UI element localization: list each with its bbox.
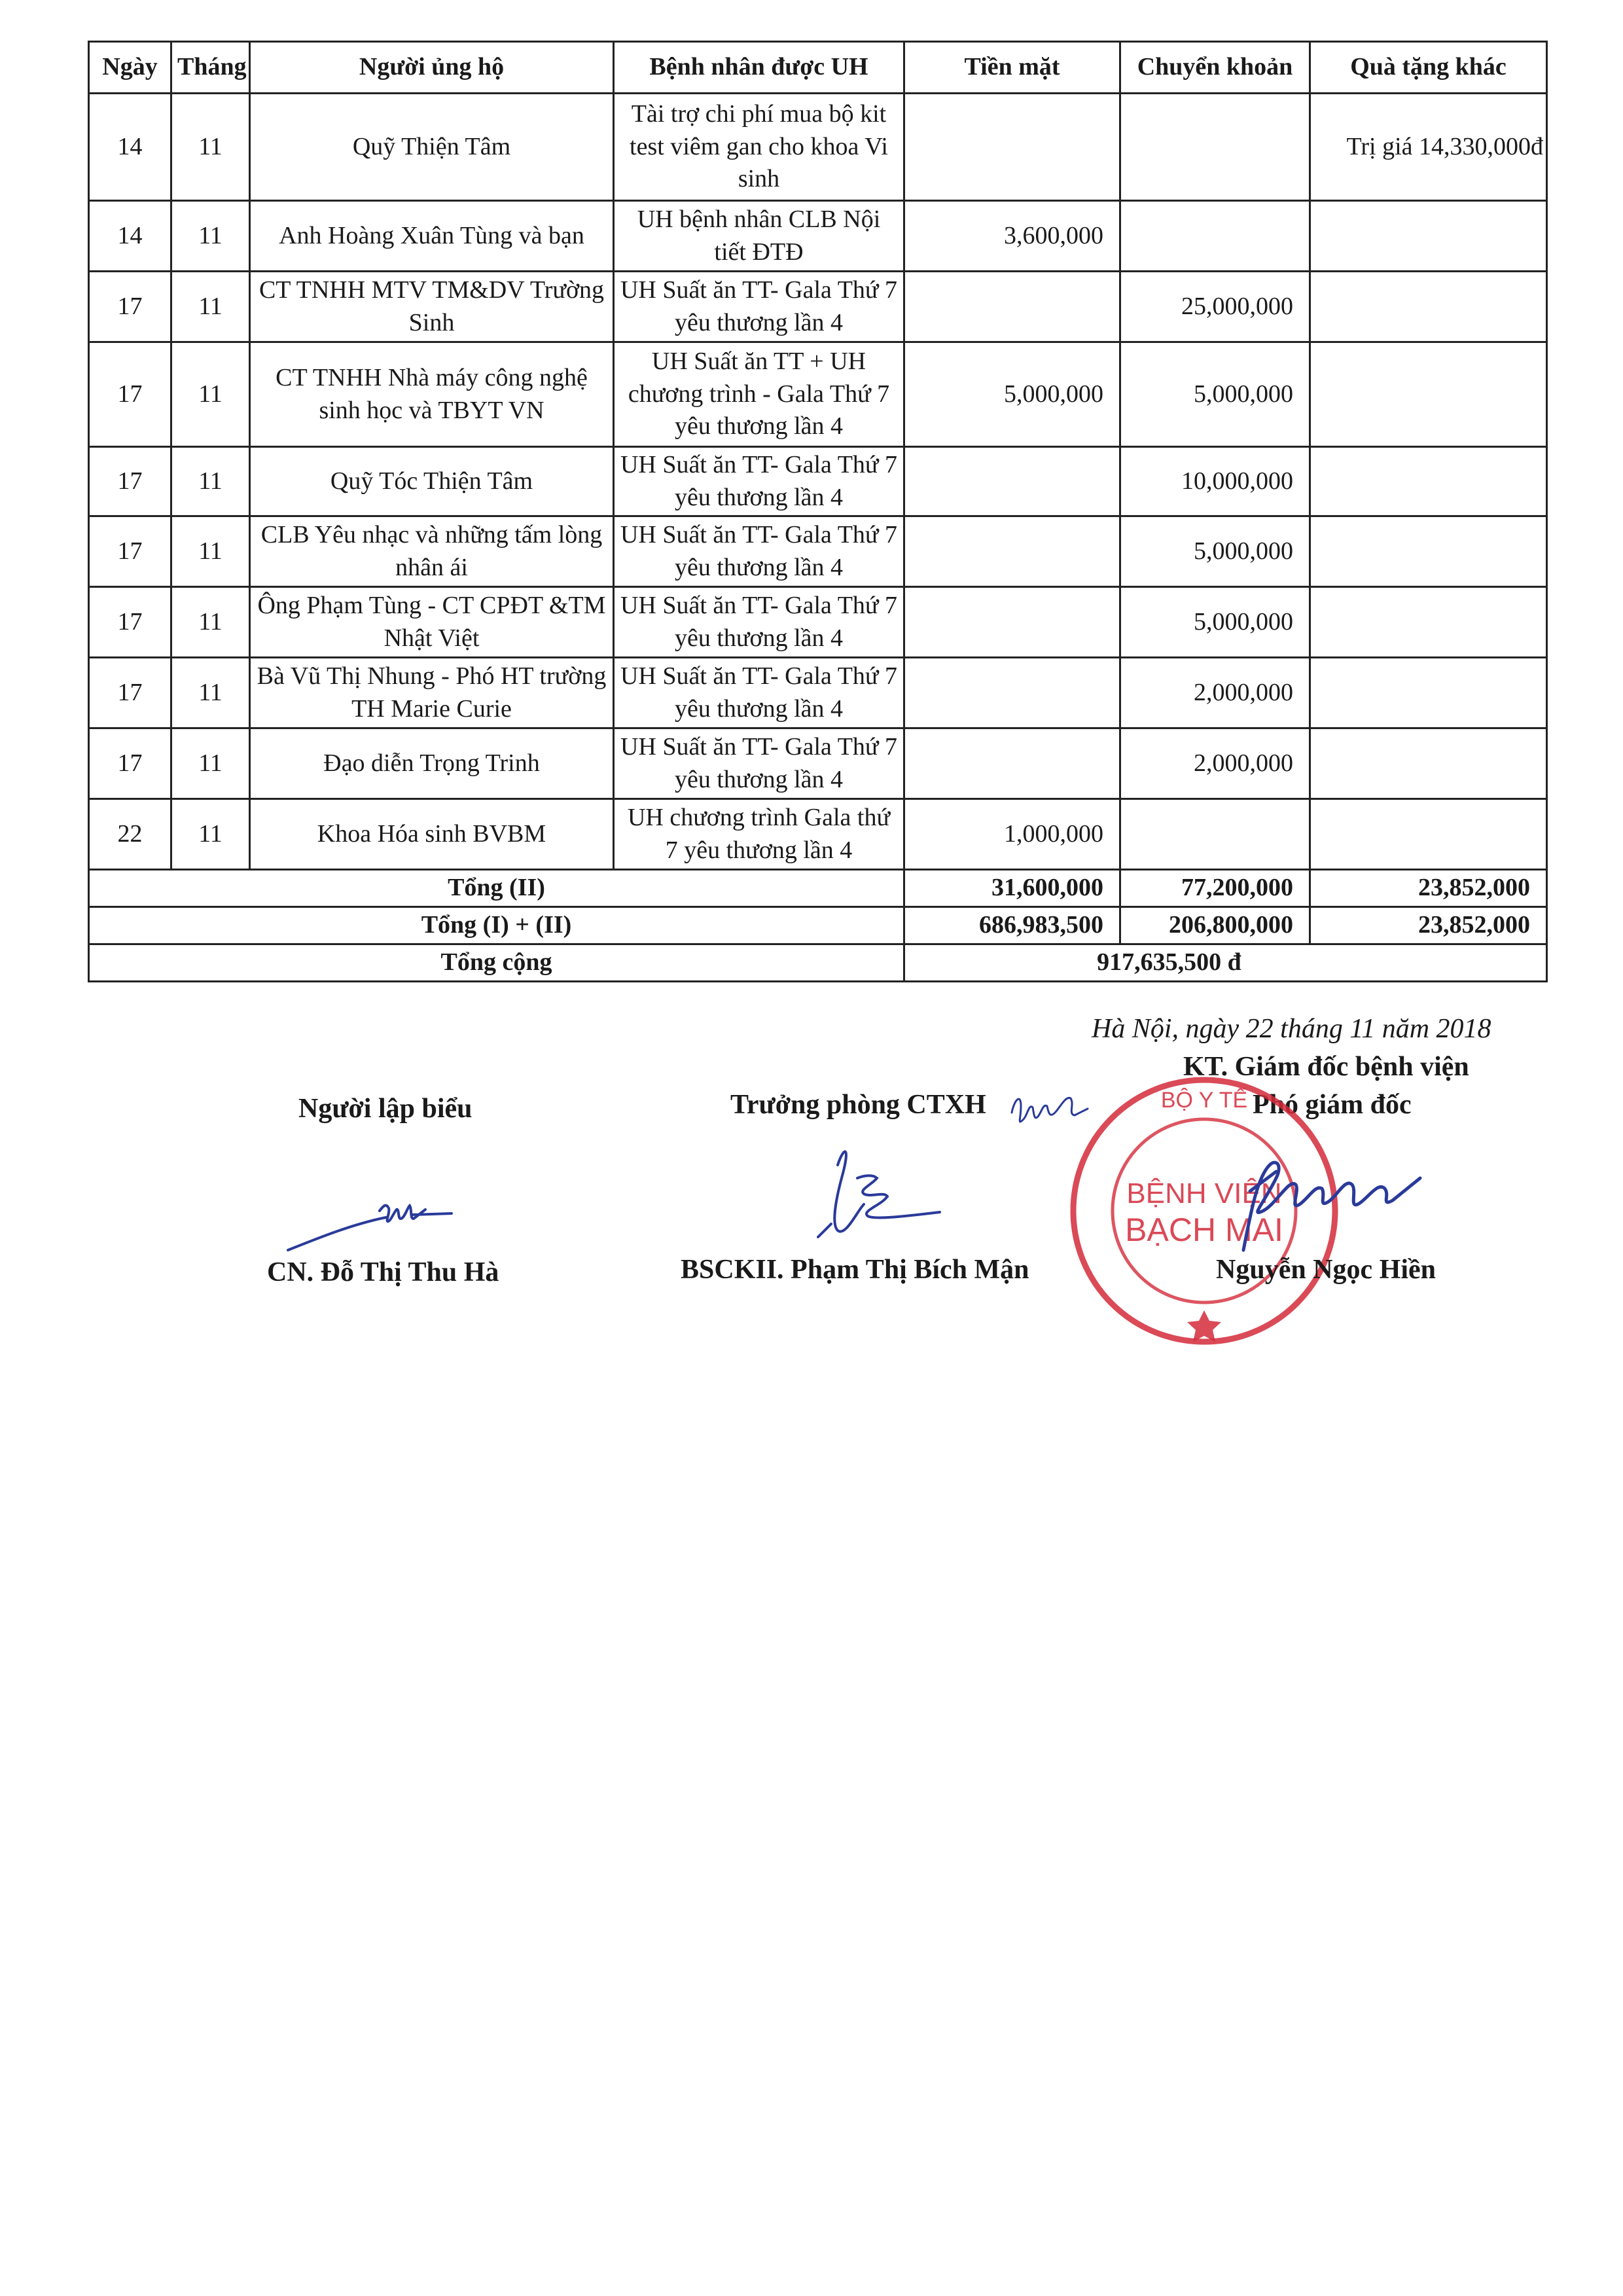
table-row	[89, 587, 1547, 658]
total-i-ii-label: Tổng (I) + (II)	[89, 907, 904, 944]
cell-donor: Quỹ Tóc Thiện Tâm	[250, 447, 614, 516]
stamp-ring-text: BỘ Y TẾ	[1160, 1088, 1248, 1113]
cell-donor: Đạo diễn Trọng Trinh	[250, 728, 614, 799]
table-row	[89, 658, 1547, 728]
left-title: Người lập biểu	[298, 1094, 473, 1124]
cell-day: 22	[89, 799, 171, 870]
header-donor: Người ủng hộ	[250, 42, 614, 94]
cell-transfer: 5,000,000	[1120, 587, 1310, 658]
header-day: Ngày	[89, 42, 171, 94]
cell-transfer: 25,000,000	[1120, 272, 1310, 342]
donation-table	[88, 41, 1548, 982]
cell-cash: 1,000,000	[904, 799, 1120, 870]
total-i-ii-cash: 686,983,500	[904, 907, 1120, 944]
cell-other	[1310, 272, 1547, 342]
cell-other	[1310, 587, 1547, 658]
cell-month: 11	[171, 447, 250, 516]
cell-month: 11	[171, 658, 250, 728]
cell-patient: UH Suất ăn TT- Gala Thứ 7 yêu thương lần 4	[614, 728, 904, 799]
cell-other	[1310, 799, 1547, 870]
cell-month: 11	[171, 94, 250, 201]
cell-other	[1310, 516, 1547, 587]
header-month: Tháng	[171, 42, 250, 94]
cell-cash	[904, 728, 1120, 799]
grand-total-row	[89, 944, 1547, 982]
cell-patient: UH Suất ăn TT- Gala Thứ 7 yêu thương lần 4	[614, 272, 904, 342]
grand-total-label: Tổng cộng	[89, 944, 904, 982]
header-other: Quà tặng khác	[1310, 42, 1547, 94]
grand-total-value: 917,635,500 đ	[904, 944, 1547, 982]
cell-day: 17	[89, 447, 171, 516]
cell-other	[1310, 447, 1547, 516]
table-row	[89, 201, 1547, 272]
cell-day: 17	[89, 272, 171, 342]
header-cash: Tiền mặt	[904, 42, 1120, 94]
cell-patient: UH Suất ăn TT- Gala Thứ 7 yêu thương lần 4	[614, 447, 904, 516]
cell-transfer	[1120, 799, 1310, 870]
cell-cash	[904, 272, 1120, 342]
cell-donor: Bà Vũ Thị Nhung - Phó HT trường TH Marie Curie	[250, 658, 614, 728]
cell-patient: Tài trợ chi phí mua bộ kit test viêm gan cho khoa Vi sinh	[614, 94, 904, 201]
total-ii-label: Tổng (II)	[89, 870, 904, 907]
cell-day: 17	[89, 516, 171, 587]
cell-transfer: 5,000,000	[1120, 516, 1310, 587]
cell-transfer: 10,000,000	[1120, 447, 1310, 516]
stamp-line-2: BẠCH MAI	[1125, 1211, 1283, 1248]
total-i-ii-row	[89, 907, 1547, 944]
cell-transfer: 5,000,000	[1120, 342, 1310, 447]
table-row	[89, 342, 1547, 447]
cell-cash: 5,000,000	[904, 342, 1120, 447]
cell-day: 17	[89, 728, 171, 799]
cell-day: 17	[89, 587, 171, 658]
cell-transfer	[1120, 201, 1310, 272]
cell-other	[1310, 728, 1547, 799]
total-i-ii-other: 23,852,000	[1310, 907, 1547, 944]
cell-patient: UH Suất ăn TT- Gala Thứ 7 yêu thương lần 4	[614, 516, 904, 587]
cell-donor: CT TNHH MTV TM&DV Trường Sinh	[250, 272, 614, 342]
cell-cash: 3,600,000	[904, 201, 1120, 272]
table-row	[89, 94, 1547, 201]
cell-patient: UH Suất ăn TT- Gala Thứ 7 yêu thương lần 4	[614, 587, 904, 658]
right-title-2: Phó giám đốc	[1253, 1090, 1412, 1120]
cell-donor: Quỹ Thiện Tâm	[250, 94, 614, 201]
cell-day: 14	[89, 201, 171, 272]
total-i-ii-transfer: 206,800,000	[1120, 907, 1310, 944]
cell-other	[1310, 658, 1547, 728]
total-ii-cash: 31,600,000	[904, 870, 1120, 907]
right-title-1: KT. Giám đốc bệnh viện	[1183, 1052, 1469, 1082]
cell-day: 17	[89, 658, 171, 728]
cell-cash	[904, 447, 1120, 516]
cell-day: 14	[89, 94, 171, 201]
cell-transfer: 2,000,000	[1120, 728, 1310, 799]
middle-signature	[798, 1139, 955, 1250]
table-row	[89, 272, 1547, 342]
total-ii-other: 23,852,000	[1310, 870, 1547, 907]
cell-patient: UH bệnh nhân CLB Nội tiết ĐTĐ	[614, 201, 904, 272]
cell-donor: CLB Yêu nhạc và những tấm lòng nhân ái	[250, 516, 614, 587]
cell-transfer	[1120, 94, 1310, 201]
table-row	[89, 728, 1547, 799]
cell-donor: Ông Phạm Tùng - CT CPĐT &TM Nhật Việt	[250, 587, 614, 658]
right-name: Nguyễn Ngọc Hiền	[1216, 1255, 1436, 1285]
left-signature	[281, 1172, 478, 1263]
table-row	[89, 447, 1547, 516]
cell-month: 11	[171, 272, 250, 342]
cell-month: 11	[171, 728, 250, 799]
cell-month: 11	[171, 587, 250, 658]
table-header-row	[89, 42, 1547, 94]
cell-donor: CT TNHH Nhà máy công nghệ sinh học và TBYT VN	[250, 342, 614, 447]
cell-cash	[904, 658, 1120, 728]
cell-cash	[904, 516, 1120, 587]
header-patient: Bệnh nhân được UH	[614, 42, 904, 94]
cell-patient: UH Suất ăn TT + UH chương trình - Gala Thứ 7 yêu thương lần 4	[614, 342, 904, 447]
right-signature	[1224, 1139, 1433, 1270]
cell-patient: UH Suất ăn TT- Gala Thứ 7 yêu thương lần 4	[614, 658, 904, 728]
middle-name: BSCKII. Phạm Thị Bích Mận	[681, 1255, 1029, 1285]
left-name: CN. Đỗ Thị Thu Hà	[267, 1257, 499, 1287]
cell-month: 11	[171, 201, 250, 272]
total-ii-transfer: 77,200,000	[1120, 870, 1310, 907]
cell-donor: Khoa Hóa sinh BVBM	[250, 799, 614, 870]
table-row	[89, 799, 1547, 870]
cell-patient: UH chương trình Gala thứ 7 yêu thương lần 4	[614, 799, 904, 870]
stamp-line-1: BỆNH VIỆN	[1126, 1177, 1282, 1210]
middle-title: Trưởng phòng CTXH	[730, 1090, 986, 1120]
cell-donor: Anh Hoàng Xuân Tùng và bạn	[250, 201, 614, 272]
header-transfer: Chuyển khoản	[1120, 42, 1310, 94]
cell-day: 17	[89, 342, 171, 447]
cell-cash	[904, 94, 1120, 201]
cell-cash	[904, 587, 1120, 658]
total-ii-row	[89, 870, 1547, 907]
table-row	[89, 516, 1547, 587]
cell-other	[1310, 201, 1547, 272]
date-line: Hà Nội, ngày 22 tháng 11 năm 2018	[1092, 1014, 1491, 1044]
cell-transfer: 2,000,000	[1120, 658, 1310, 728]
cell-month: 11	[171, 516, 250, 587]
cell-month: 11	[171, 799, 250, 870]
cell-other	[1310, 342, 1547, 447]
cell-other: Trị giá 14,330,000đ	[1310, 94, 1547, 201]
cell-month: 11	[171, 342, 250, 447]
